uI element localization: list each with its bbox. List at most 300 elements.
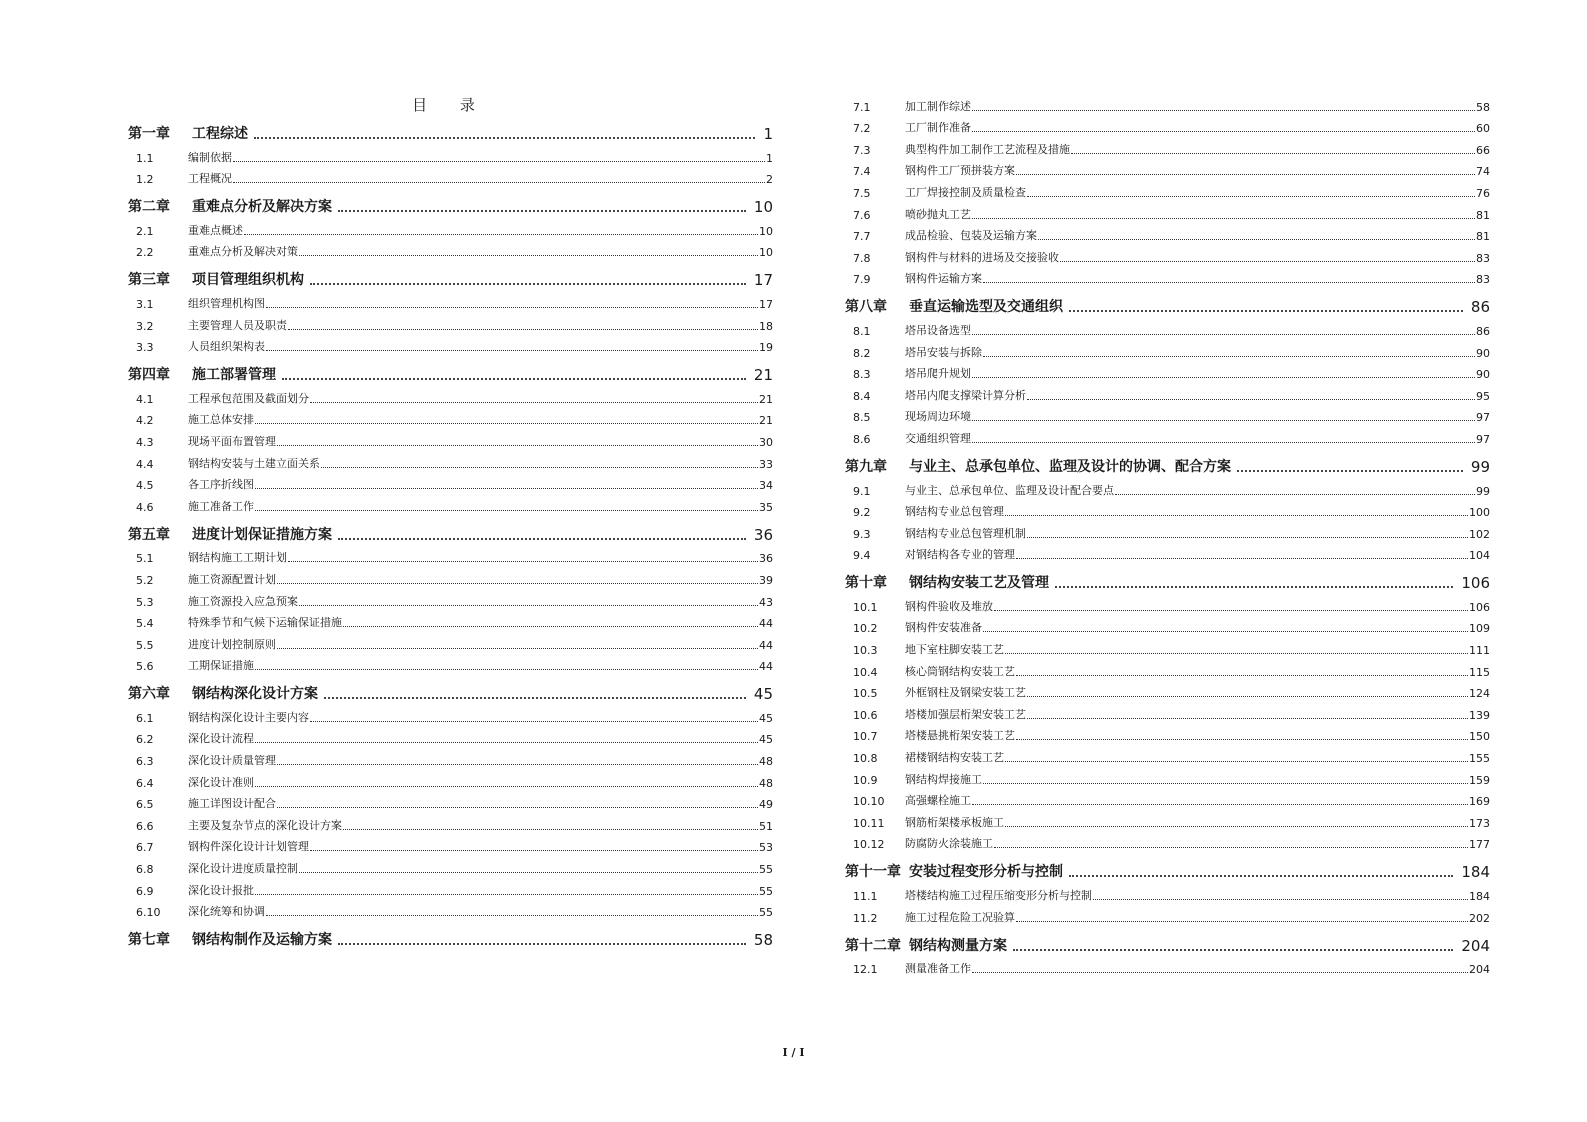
toc-section-entry[interactable]: [845, 405, 1490, 427]
toc-entry-page: 139: [1469, 708, 1490, 722]
toc-entry-title: 深化设计流程: [188, 732, 254, 746]
toc-section-entry[interactable]: [845, 745, 1490, 767]
toc-section-entry[interactable]: [128, 632, 773, 654]
toc-entry-title: 高强螺栓施工: [905, 794, 971, 808]
toc-entry-number: 10.2: [853, 622, 878, 636]
toc-entry-number: 3.1: [136, 297, 154, 311]
toc-dot-leader: [1016, 739, 1468, 740]
toc-section-entry[interactable]: [128, 748, 773, 770]
toc-entry-title: 现场平面布置管理: [188, 434, 276, 448]
toc-entry-number: 7.3: [853, 143, 871, 157]
toc-entry-page: 51: [759, 819, 773, 833]
toc-entry-number: 4.2: [136, 414, 154, 428]
toc-dot-leader: [277, 445, 758, 446]
toc-dot-leader: [282, 378, 746, 380]
toc-entry-page: 1: [766, 151, 773, 165]
toc-dot-leader: [288, 561, 758, 562]
toc-entry-number: 第一章: [128, 126, 170, 142]
toc-entry-title: 钢结构深化设计方案: [192, 686, 318, 703]
toc-dot-leader: [1071, 153, 1475, 154]
toc-entry-page: 30: [759, 435, 773, 449]
toc-section-entry[interactable]: [845, 789, 1490, 811]
toc-entry-page: 17: [753, 271, 773, 290]
toc-section-entry[interactable]: [128, 611, 773, 633]
toc-section-entry[interactable]: [128, 218, 773, 240]
toc-entry-number: 5.5: [136, 638, 154, 652]
toc-section-entry[interactable]: [128, 291, 773, 313]
toc-entry-number: 11.2: [853, 911, 878, 925]
toc-section-entry[interactable]: [845, 724, 1490, 746]
toc-entry-number: 第五章: [128, 526, 170, 543]
toc-entry-number: 11.1: [853, 890, 878, 903]
toc-section-entry[interactable]: [845, 659, 1490, 681]
toc-entry-page: 36: [759, 552, 773, 566]
toc-entry-page: 184: [1469, 890, 1490, 903]
toc-entry-title: 钢结构施工工期计划: [188, 551, 287, 565]
toc-dot-leader: [288, 329, 758, 330]
toc-dot-leader: [255, 510, 758, 511]
toc-entry-page: 19: [759, 341, 773, 355]
toc-dot-leader: [255, 742, 758, 743]
toc-entry-number: 7.2: [853, 122, 871, 136]
toc-entry-page: 1: [763, 125, 773, 143]
toc-entry-title: 裙楼钢结构安装工艺: [905, 751, 1004, 765]
toc-chapter-entry[interactable]: [128, 921, 773, 951]
toc-entry-number: 10.1: [853, 600, 878, 614]
toc-entry-title: 安装过程变形分析与控制: [909, 864, 1063, 881]
toc-section-entry[interactable]: [845, 500, 1490, 522]
toc-section-entry[interactable]: [128, 494, 773, 516]
toc-entry-page: 58: [1476, 100, 1490, 114]
toc-entry-page: 86: [1476, 324, 1490, 338]
toc-entry-title: 工厂焊接控制及质量检查: [905, 185, 1026, 199]
toc-entry-page: 55: [759, 863, 773, 877]
toc-dot-leader: [1027, 537, 1468, 538]
toc-entry-title: 工程综述: [192, 126, 248, 142]
toc-entry-page: 18: [759, 319, 773, 333]
toc-entry-title: 现场周边环境: [905, 410, 971, 424]
toc-dot-leader: [1016, 174, 1475, 175]
toc-entry-title: 编制依据: [188, 150, 232, 164]
toc-dot-leader: [338, 943, 746, 945]
toc-entry-title: 典型构件加工制作工艺流程及措施: [905, 142, 1070, 156]
toc-chapter-entry[interactable]: [845, 288, 1490, 318]
toc-entry-title: 钢构件安装准备: [905, 621, 982, 635]
toc-entry-number: 10.12: [853, 838, 885, 852]
toc-section-entry[interactable]: [128, 567, 773, 589]
toc-section-entry[interactable]: [845, 340, 1490, 362]
toc-section-entry[interactable]: [128, 429, 773, 451]
toc-dot-leader: [255, 786, 758, 787]
toc-dot-leader: [1055, 586, 1453, 588]
toc-entry-page: 81: [1476, 208, 1490, 222]
toc-dot-leader: [266, 915, 758, 916]
toc-section-entry[interactable]: [845, 426, 1490, 448]
toc-entry-page: 90: [1476, 368, 1490, 382]
toc-entry-title: 深化设计进度质量控制: [188, 862, 298, 876]
toc-section-entry[interactable]: [845, 883, 1490, 905]
toc-entry-title: 进度计划控制原则: [188, 637, 276, 651]
toc-dot-leader: [277, 583, 758, 584]
toc-dot-leader: [343, 626, 758, 627]
toc-entry-page: 10: [759, 246, 773, 260]
toc-entry-number: 5.2: [136, 573, 154, 587]
toc-section-entry[interactable]: [128, 727, 773, 749]
toc-section-entry[interactable]: [845, 767, 1490, 789]
toc-entry-page: 115: [1469, 665, 1490, 679]
toc-entry-page: 45: [753, 685, 773, 704]
toc-entry-page: 169: [1469, 795, 1490, 809]
toc-dot-leader: [310, 283, 746, 285]
toc-entry-title: 组织管理机构图: [188, 296, 265, 310]
toc-dot-leader: [972, 131, 1475, 132]
toc-entry-number: 12.1: [853, 963, 878, 977]
toc-section-entry[interactable]: [845, 616, 1490, 638]
toc-entry-page: 159: [1469, 773, 1490, 787]
toc-dot-leader: [972, 804, 1468, 805]
toc-entry-page: 106: [1461, 574, 1490, 593]
toc-entry-title: 与业主、总承包单位、监理及设计的协调、配合方案: [909, 458, 1231, 475]
toc-entry-number: 5.4: [136, 617, 154, 631]
toc-entry-title: 进度计划保证措施方案: [192, 526, 332, 543]
toc-dot-leader: [1016, 675, 1468, 676]
toc-title: 目 录: [412, 96, 489, 114]
toc-entry-title: 垂直运输选型及交通组织: [909, 299, 1063, 316]
toc-dot-leader: [343, 829, 758, 830]
toc-entry-page: 44: [759, 617, 773, 631]
toc-section-entry[interactable]: [128, 313, 773, 335]
toc-entry-title: 测量准备工作: [905, 962, 971, 976]
toc-dot-leader: [1005, 761, 1468, 762]
toc-entry-title: 加工制作综述: [905, 99, 971, 113]
toc-entry-number: 10.10: [853, 795, 885, 809]
toc-entry-title: 喷砂抛丸工艺: [905, 207, 971, 221]
toc-section-entry[interactable]: [845, 702, 1490, 724]
toc-entry-number: 3.3: [136, 341, 154, 355]
toc-entry-page: 97: [1476, 432, 1490, 446]
toc-entry-page: 36: [753, 525, 773, 544]
toc-dot-leader: [972, 218, 1475, 219]
toc-entry-number: 8.5: [853, 411, 871, 425]
toc-dot-leader: [266, 307, 758, 308]
toc-entry-number: 8.6: [853, 432, 871, 446]
toc-section-entry[interactable]: [128, 770, 773, 792]
toc-entry-number: 4.4: [136, 457, 154, 471]
toc-entry-title: 人员组织架构表: [188, 340, 265, 354]
toc-section-entry[interactable]: [128, 240, 773, 262]
toc-dot-leader: [310, 721, 758, 722]
toc-dot-leader: [1115, 494, 1475, 495]
toc-entry-number: 1.2: [136, 173, 154, 187]
toc-section-entry[interactable]: [128, 473, 773, 495]
toc-dot-leader: [972, 420, 1475, 421]
toc-section-entry[interactable]: [128, 705, 773, 727]
toc-dot-leader: [972, 442, 1475, 443]
toc-section-entry[interactable]: [128, 813, 773, 835]
toc-chapter-entry[interactable]: [128, 188, 773, 218]
toc-entry-page: 109: [1469, 622, 1490, 636]
toc-dot-leader: [233, 182, 765, 183]
toc-entry-page: 45: [759, 733, 773, 747]
toc-section-entry[interactable]: [845, 116, 1490, 138]
toc-chapter-entry[interactable]: [128, 356, 773, 386]
toc-entry-page: 102: [1469, 527, 1490, 541]
toc-entry-number: 10.11: [853, 816, 885, 830]
toc-entry-number: 7.5: [853, 186, 871, 200]
toc-right-column: [845, 94, 1490, 978]
toc-dot-leader: [1060, 261, 1475, 262]
toc-entry-title: 施工详图设计配合: [188, 797, 276, 811]
toc-entry-title: 塔楼悬挑桁架安装工艺: [905, 729, 1015, 743]
toc-section-entry[interactable]: [128, 335, 773, 357]
toc-entry-title: 工程承包范围及截面划分: [188, 391, 309, 405]
toc-entry-page: 60: [1476, 122, 1490, 136]
toc-section-entry[interactable]: [845, 905, 1490, 927]
toc-entry-title: 深化统筹和协调: [188, 905, 265, 919]
toc-dot-leader: [994, 610, 1468, 611]
toc-dot-leader: [338, 538, 746, 540]
toc-section-entry[interactable]: [128, 856, 773, 878]
toc-section-entry[interactable]: [845, 810, 1490, 832]
toc-chapter-entry[interactable]: [845, 448, 1490, 478]
toc-entry-page: 21: [753, 366, 773, 385]
toc-entry-number: 10.8: [853, 752, 878, 766]
toc-section-entry[interactable]: [128, 654, 773, 676]
toc-entry-page: 44: [759, 660, 773, 674]
toc-entry-page: 55: [759, 906, 773, 920]
toc-section-entry[interactable]: [128, 167, 773, 189]
toc-section-entry[interactable]: [845, 594, 1490, 616]
toc-section-entry[interactable]: [128, 546, 773, 568]
toc-entry-page: 99: [1476, 484, 1490, 498]
toc-entry-title: 钢结构专业总包管理机制: [905, 526, 1026, 540]
toc-entry-number: 5.3: [136, 595, 154, 609]
toc-dot-leader: [277, 764, 758, 765]
toc-dot-leader: [1005, 515, 1468, 516]
toc-entry-title: 钢构件与材料的进场及交接验收: [905, 250, 1059, 264]
toc-dot-leader: [324, 697, 746, 699]
toc-entry-title: 塔楼加强层桁架安装工艺: [905, 707, 1026, 721]
toc-entry-title: 交通组织管理: [905, 431, 971, 445]
toc-entry-title: 深化设计准则: [188, 775, 254, 789]
toc-entry-number: 7.6: [853, 208, 871, 222]
toc-entry-title: 塔吊安装与拆除: [905, 345, 982, 359]
toc-entry-page: 124: [1469, 687, 1490, 701]
toc-entry-title: 塔楼结构施工过程压缩变形分析与控制: [905, 889, 1092, 902]
toc-entry-number: 6.5: [136, 798, 154, 812]
toc-section-entry[interactable]: [845, 832, 1490, 854]
toc-entry-title: 钢结构深化设计主要内容: [188, 710, 309, 724]
toc-entry-title: 施工资源投入应急预案: [188, 594, 298, 608]
toc-entry-number: 4.3: [136, 435, 154, 449]
toc-entry-number: 8.2: [853, 346, 871, 360]
toc-entry-title: 防腐防火涂装施工: [905, 837, 993, 851]
toc-entry-title: 深化设计报批: [188, 883, 254, 897]
toc-entry-title: 重难点概述: [188, 223, 243, 237]
toc-entry-number: 第四章: [128, 367, 170, 384]
toc-dot-leader: [277, 648, 758, 649]
toc-entry-page: 53: [759, 841, 773, 855]
toc-entry-number: 8.3: [853, 368, 871, 382]
toc-entry-page: 150: [1469, 730, 1490, 744]
toc-dot-leader: [299, 605, 758, 606]
toc-entry-title: 各工序折线图: [188, 478, 254, 492]
toc-entry-number: 第七章: [128, 932, 170, 949]
toc-entry-number: 6.3: [136, 755, 154, 769]
toc-entry-page: 95: [1476, 389, 1490, 403]
toc-section-entry[interactable]: [845, 137, 1490, 159]
toc-section-entry[interactable]: [845, 478, 1490, 500]
toc-entry-page: 204: [1469, 963, 1490, 977]
toc-entry-page: 49: [759, 798, 773, 812]
toc-entry-title: 钢结构测量方案: [909, 937, 1007, 954]
toc-entry-title: 钢构件深化设计计划管理: [188, 840, 309, 854]
toc-chapter-entry[interactable]: [128, 675, 773, 705]
toc-entry-page: 66: [1476, 143, 1490, 157]
toc-entry-title: 塔吊设备选型: [905, 323, 971, 337]
toc-section-entry[interactable]: [845, 159, 1490, 181]
toc-entry-page: 100: [1469, 506, 1490, 520]
toc-dot-leader: [1093, 899, 1468, 900]
toc-entry-number: 7.8: [853, 251, 871, 265]
toc-section-entry[interactable]: [845, 637, 1490, 659]
toc-entry-number: 7.7: [853, 230, 871, 244]
toc-dot-leader: [233, 161, 765, 162]
toc-section-entry[interactable]: [845, 521, 1490, 543]
toc-dot-leader: [1005, 826, 1468, 827]
toc-section-entry[interactable]: [128, 835, 773, 857]
toc-entry-title: 钢结构安装工艺及管理: [909, 575, 1049, 592]
toc-section-entry[interactable]: [845, 383, 1490, 405]
toc-entry-title: 钢结构焊接施工: [905, 772, 982, 786]
toc-dot-leader: [299, 255, 758, 256]
toc-entry-number: 10.7: [853, 730, 878, 744]
toc-entry-title: 特殊季节和气候下运输保证措施: [188, 616, 342, 630]
toc-entry-page: 111: [1469, 644, 1490, 658]
toc-chapter-entry[interactable]: [845, 853, 1490, 883]
toc-entry-title: 塔吊内爬支撑梁计算分析: [905, 388, 1026, 402]
toc-entry-page: 83: [1476, 251, 1490, 265]
toc-entry-number: 6.4: [136, 776, 154, 790]
toc-entry-page: 43: [759, 595, 773, 609]
toc-entry-page: 55: [759, 884, 773, 898]
toc-entry-page: 74: [1476, 165, 1490, 179]
toc-chapter-entry[interactable]: [128, 115, 773, 145]
toc-entry-page: 106: [1469, 600, 1490, 614]
toc-entry-number: 1.1: [136, 151, 154, 165]
toc-entry-page: 2: [766, 173, 773, 187]
toc-entry-number: 10.5: [853, 687, 878, 701]
toc-entry-title: 工程概况: [188, 172, 232, 186]
toc-entry-number: 4.1: [136, 392, 154, 406]
toc-entry-title: 钢结构制作及运输方案: [192, 932, 332, 949]
toc-chapter-entry[interactable]: [128, 516, 773, 546]
toc-entry-title: 施工准备工作: [188, 499, 254, 513]
toc-entry-title: 重难点分析及解决对策: [188, 245, 298, 259]
toc-section-entry[interactable]: [128, 145, 773, 167]
toc-entry-page: 81: [1476, 230, 1490, 244]
toc-dot-leader: [1038, 239, 1475, 240]
toc-section-entry[interactable]: [845, 681, 1490, 703]
toc-left-column: [128, 115, 773, 951]
toc-entry-number: 8.4: [853, 389, 871, 403]
toc-chapter-entry[interactable]: [845, 564, 1490, 594]
toc-section-entry[interactable]: [128, 589, 773, 611]
toc-section-entry[interactable]: [845, 94, 1490, 116]
toc-entry-number: 第十二章: [845, 937, 901, 954]
toc-entry-title: 主要及复杂节点的深化设计方案: [188, 818, 342, 832]
toc-section-entry[interactable]: [845, 245, 1490, 267]
toc-section-entry[interactable]: [845, 318, 1490, 340]
toc-entry-page: 48: [759, 755, 773, 769]
toc-entry-title: 施工总体安排: [188, 413, 254, 427]
toc-entry-number: 第十一章: [845, 864, 901, 881]
toc-entry-title: 重难点分析及解决方案: [192, 199, 332, 216]
toc-section-entry[interactable]: [128, 792, 773, 814]
toc-dot-leader: [1005, 653, 1468, 654]
toc-entry-number: 第十章: [845, 575, 887, 592]
toc-entry-page: 48: [759, 776, 773, 790]
toc-entry-page: 35: [759, 500, 773, 514]
toc-section-entry[interactable]: [845, 267, 1490, 289]
toc-dot-leader: [310, 850, 758, 851]
toc-entry-page: 58: [753, 931, 773, 950]
toc-section-entry[interactable]: [128, 878, 773, 900]
toc-section-entry[interactable]: [128, 900, 773, 922]
toc-entry-title: 成品检验、包装及运输方案: [905, 229, 1037, 243]
toc-dot-leader: [1016, 921, 1468, 922]
toc-dot-leader: [255, 669, 758, 670]
toc-chapter-entry[interactable]: [128, 261, 773, 291]
toc-entry-number: 6.8: [136, 863, 154, 877]
toc-entry-number: 6.9: [136, 884, 154, 898]
toc-section-entry[interactable]: [845, 224, 1490, 246]
toc-section-entry[interactable]: [128, 408, 773, 430]
toc-section-entry[interactable]: [128, 451, 773, 473]
toc-section-entry[interactable]: [845, 362, 1490, 384]
toc-entry-page: 177: [1469, 838, 1490, 852]
toc-dot-leader: [255, 488, 758, 489]
toc-section-entry[interactable]: [845, 957, 1490, 979]
toc-entry-page: 10: [753, 198, 773, 217]
toc-entry-number: 6.2: [136, 733, 154, 747]
toc-chapter-entry[interactable]: [845, 927, 1490, 957]
toc-entry-page: 45: [759, 711, 773, 725]
toc-entry-number: 3.2: [136, 319, 154, 333]
toc-entry-number: 10.6: [853, 708, 878, 722]
toc-section-entry[interactable]: [128, 386, 773, 408]
toc-dot-leader: [277, 807, 758, 808]
toc-entry-number: 2.2: [136, 246, 154, 260]
toc-entry-title: 主要管理人员及职责: [188, 318, 287, 332]
toc-dot-leader: [1027, 196, 1475, 197]
toc-dot-leader: [1069, 310, 1463, 312]
toc-entry-number: 6.1: [136, 711, 154, 725]
toc-entry-number: 9.2: [853, 506, 871, 520]
toc-dot-leader: [1027, 718, 1468, 719]
toc-entry-title: 钢构件运输方案: [905, 272, 982, 286]
toc-entry-page: 21: [759, 414, 773, 428]
toc-section-entry[interactable]: [845, 202, 1490, 224]
toc-section-entry[interactable]: [845, 543, 1490, 565]
toc-section-entry[interactable]: [845, 180, 1490, 202]
toc-dot-leader: [338, 210, 746, 212]
toc-entry-page: 90: [1476, 346, 1490, 360]
toc-dot-leader: [255, 423, 758, 424]
toc-entry-page: 184: [1461, 863, 1490, 882]
toc-entry-page: 39: [759, 573, 773, 587]
toc-entry-number: 7.4: [853, 165, 871, 179]
